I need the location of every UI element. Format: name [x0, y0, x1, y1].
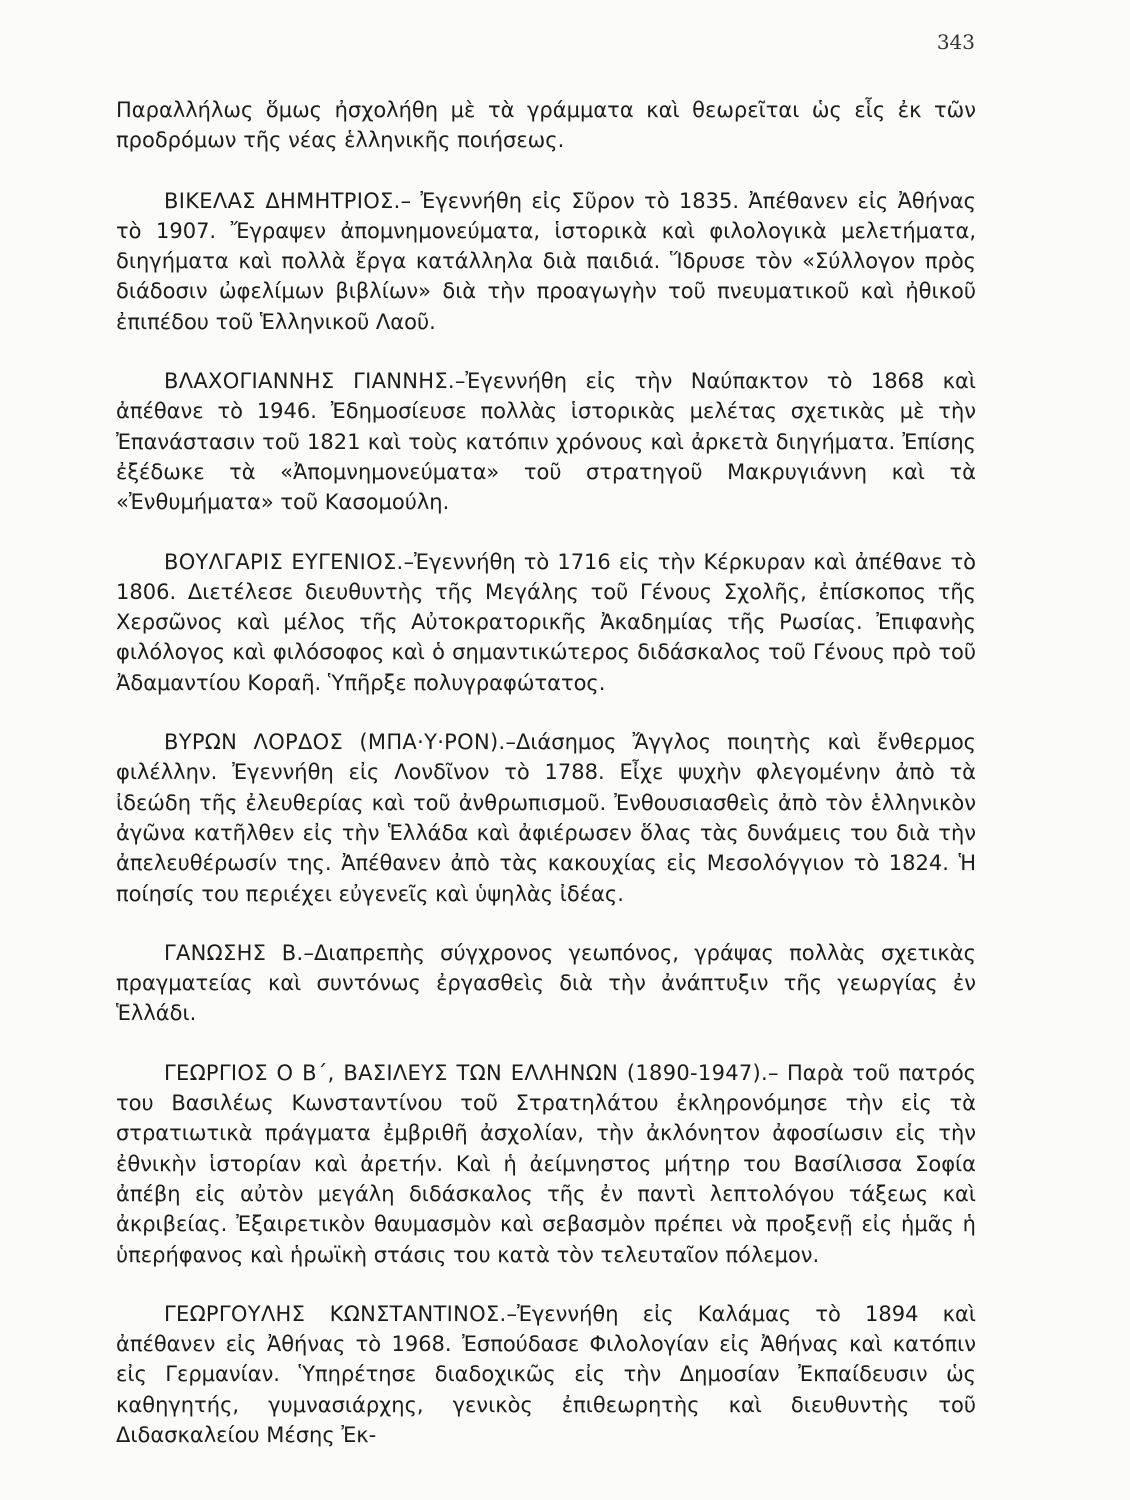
entry-text: –Ἐγεννήθη εἰς Καλάμας τὸ 1894 καὶ ἀπέθανεν εἰς Ἀθήνας τὸ 1968. Ἐσπούδασε Φιλολογίαν εἰς Ἀθήνας καὶ κατόπιν εἰς Γερμανίαν. Ὑπηρέτησε διαδοχικῶς εἰς τὴν Δημοσίαν Ἐκπαίδευσιν ὡς καθηγητής, γυμνασιάρχης, γενικὸς ἐπιθεωρητὴς καὶ διευθυντὴς τοῦ Διδασκαλείου Μέσης Ἐκ-: [116, 1301, 976, 1447]
page-number: 343: [936, 30, 975, 54]
entry-voulgaris: [116, 547, 976, 698]
entry-headword: ΒΙΚΕΛΑΣ ΔΗΜΗΤΡΙΟΣ.: [164, 188, 401, 213]
entry-text: –Ἐγεννήθη τὸ 1716 εἰς τὴν Κέρκυραν καὶ ἀπέθανε τὸ 1806. Διετέλεσε διευθυντὴς τῆς Μεγάλης τοῦ Γένους Σχολῆς, ἐπίσκοπος τῆς Χερσῶνος καὶ μέλος τῆς Αὐτοκρατορικῆς Ἀκαδημίας τῆς Ρωσίας. Ἐπιφανὴς φιλόλογος καὶ φιλόσοφος καὶ ὁ σημαντικώτερος διδάσκαλος τοῦ Γένους πρὸ τοῦ Ἀδαμαντίου Κοραῆ. Ὑπῆρξε πολυγραφώτατος.: [116, 549, 977, 695]
entry-headword: ΓΕΩΡΓΟΥΛΗΣ ΚΩΝΣΤΑΝΤΙΝΟΣ.: [164, 1301, 507, 1326]
entry-text: – Παρὰ τοῦ πατρός του Βασιλέως Κωνσταντίνου τοῦ Στρατηλάτου ἐκληρονόμησε τὴν εἰς τὰ στρατιωτικὰ πράγματα ἐμβριθῆ ἀσχολίαν, τὴν ἀκλόνητον ἀφοσίωσιν εἰς τὴν ἐθνικὴν ἱστορίαν καὶ ἀρετήν. Καὶ ἡ ἀείμνηστος μήτηρ του Βασίλισσα Σοφία ἀπέβη εἰς αὐτὸν μεγάλη διδάσκαλος τῆς ἐν παντὶ λεπτολόγου τάξεως καὶ ἀκριβείας. Ἐξαιρετικὸν θαυμασμὸν καὶ σεβασμὸν πρέπει νὰ προξενῇ εἰς ἡμᾶς ἡ ὑπερήφανος καὶ ἡρωϊκὴ στάσις του κατὰ τὸν τελευταῖον πόλεμον.: [116, 1060, 976, 1267]
dictionary-entries: [116, 95, 976, 1479]
entry-georgoulis: [116, 1299, 976, 1450]
entry-georgios-b: [116, 1058, 976, 1270]
entry-ganosis: [116, 938, 976, 1029]
entry-headword: ΒΥΡΩΝ ΛΟΡΔΟΣ (ΜΠΑ·Υ·ΡΟΝ).: [164, 730, 506, 755]
entry-headword: ΓΕΩΡΓΙΟΣ Ο Β΄, ΒΑΣΙΛΕΥΣ ΤΩΝ ΕΛΛΗΝΩΝ (1890-1947).: [164, 1060, 769, 1085]
entry-text: –Διαπρεπὴς σύγχρονος γεωπόνος, γράψας πολλὰς σχετικὰς πραγματείας καὶ συντόνως ἐργασθεὶς διὰ τὴν ἀνάπτυξιν τῆς γεωργίας ἐν Ἑλλάδι.: [116, 940, 976, 1026]
entry-text: – Ἐγεννήθη εἰς Σῦρον τὸ 1835. Ἀπέθανεν εἰς Ἀθήνας τὸ 1907. Ἔγραψεν ἀπομνημονεύματα, ἱστορικὰ καὶ φιλολογικὰ μελετήματα, διηγήματα καὶ πολλὰ ἔργα κατάλληλα διὰ παιδιά. Ἵδρυσε τὸν «Σύλλογον πρὸς διάδοσιν ὠφελίμων βιβλίων» διὰ τὴν προαγωγὴν τοῦ πνευματικοῦ καὶ ἠθικοῦ ἐπιπέδου τοῦ Ἑλληνικοῦ Λαοῦ.: [116, 188, 976, 334]
entry-vlachogiannis: [116, 366, 976, 517]
entry-text: –Ἐγεννήθη εἰς τὴν Ναύπακτον τὸ 1868 καὶ ἀπέθανε τὸ 1946. Ἐδημοσίευσε πολλὰς ἱστορικὰς μελέτας σχετικὰς μὲ τὴν Ἐπανάστασιν τοῦ 1821 καὶ τοὺς κατόπιν χρόνους καὶ ἀρκετὰ διηγήματα. Ἐπίσης ἐξέδωκε τὰ «Ἀπομνημονεύματα» τοῦ στρατηγοῦ Μακρυγιάννη καὶ τὰ «Ἐνθυμήματα» τοῦ Κασομούλη.: [116, 369, 977, 515]
entry-text: –Διάσημος Ἄγγλος ποιητὴς καὶ ἔνθερμος φιλέλλην. Ἐγεννήθη εἰς Λονδῖνον τὸ 1788. Εἶχε ψυχὴν φλεγομένην ἀπὸ τὰ ἰδεώδη τῆς ἐλευθερίας καὶ τοῦ ἀνθρωπισμοῦ. Ἐνθουσιασθεὶς ἀπὸ τὸν ἑλληνικὸν ἀγῶνα κατῆλθεν εἰς τὴν Ἑλλάδα καὶ ἀφιέρωσεν ὅλας τὰς δυνάμεις του διὰ τὴν ἀπελευθέρωσίν της. Ἀπέθανεν ἀπὸ τὰς κακουχίας εἰς Μεσολόγγιον τὸ 1824. Ἡ ποίησίς του περιέχει εὐγενεῖς καὶ ὑψηλὰς ἰδέας.: [116, 730, 976, 906]
entry-vikelas: [116, 186, 976, 337]
entry-headword: ΒΛΑΧΟΓΙΑΝΝΗΣ ΓΙΑΝΝΗΣ.: [164, 369, 455, 394]
entry-headword: ΒΟΥΛΓΑΡΙΣ ΕΥΓΕΝΙΟΣ.: [164, 549, 404, 574]
entry-byron: [116, 727, 976, 909]
entry-headword: ΓΑΝΩΣΗΣ Β.: [164, 940, 304, 965]
entry-text: Παραλλήλως ὅμως ἠσχολήθη μὲ τὰ γράμματα καὶ θεωρεῖται ὡς εἷς ἐκ τῶν προδρόμων τῆς νέας ἑλληνικῆς ποιήσεως.: [116, 98, 976, 153]
entry-continuation: [116, 95, 976, 156]
